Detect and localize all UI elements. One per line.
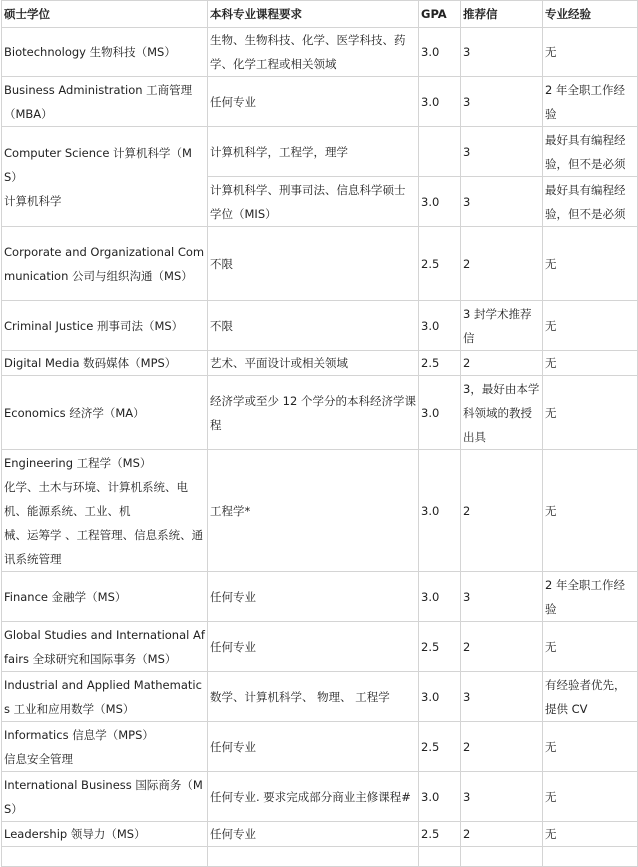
header-gpa: GPA — [419, 1, 461, 28]
cell-degree: Leadership 领导力（MS） — [2, 822, 208, 847]
cell-experience: 无 — [543, 351, 638, 376]
cell-letters: 3 封学术推荐信 — [461, 301, 543, 351]
cell-degree — [2, 847, 208, 867]
table-row — [2, 722, 638, 772]
cell-experience: 最好具有编程经验，但不是必须 — [543, 177, 638, 227]
table-row — [2, 672, 638, 722]
cell-experience — [543, 847, 638, 867]
cell-letters: 3 — [461, 177, 543, 227]
cell-degree: Corporate and Organizational Communication 公司与组织沟通（MS） — [2, 227, 208, 301]
header-undergrad-requirements: 本科专业课程要求 — [208, 1, 419, 28]
table-row — [2, 127, 638, 177]
cell-degree: Finance 金融学（MS） — [2, 572, 208, 622]
cell-experience: 无 — [543, 450, 638, 572]
cell-gpa: 3.0 — [419, 77, 461, 127]
cell-degree: Informatics 信息学（MPS） 信息安全管理 — [2, 722, 208, 772]
cell-experience: 无 — [543, 822, 638, 847]
cell-letters: 2 — [461, 227, 543, 301]
cell-requirements: 任何专业 — [208, 722, 419, 772]
cell-degree: Economics 经济学（MA） — [2, 376, 208, 450]
cell-degree: Digital Media 数码媒体（MPS） — [2, 351, 208, 376]
cell-gpa: 3.0 — [419, 177, 461, 227]
table-row — [2, 28, 638, 77]
header-recommendation-letters: 推荐信 — [461, 1, 543, 28]
table-row — [2, 822, 638, 847]
cell-letters: 3 — [461, 672, 543, 722]
cell-gpa: 2.5 — [419, 622, 461, 672]
cell-degree: Engineering 工程学（MS） 化学、土木与环境、计算机系统、电机、能源系统、工业、机 械、运筹学 、工程管理、信息系统、通讯系统管理 — [2, 450, 208, 572]
cell-requirements: 任何专业 — [208, 822, 419, 847]
cell-letters: 2 — [461, 722, 543, 772]
cell-degree: Criminal Justice 刑事司法（MS） — [2, 301, 208, 351]
cell-experience: 无 — [543, 28, 638, 77]
cell-requirements: 工程学* — [208, 450, 419, 572]
cell-letters — [461, 847, 543, 867]
cell-degree: Global Studies and International Affairs 全球研究和国际事务（MS） — [2, 622, 208, 672]
table-row — [2, 77, 638, 127]
cell-letters: 2 — [461, 351, 543, 376]
cell-requirements: 计算机科学、刑事司法、信息科学硕士学位（MIS） — [208, 177, 419, 227]
header-degree: 硕士学位 — [2, 1, 208, 28]
cell-requirements: 任何专业 — [208, 622, 419, 672]
cell-gpa: 3.0 — [419, 376, 461, 450]
cell-degree: International Business 国际商务（MS） — [2, 772, 208, 822]
cell-degree: Industrial and Applied Mathematics 工业和应用数学（MS） — [2, 672, 208, 722]
cell-experience: 无 — [543, 772, 638, 822]
cell-gpa: 2.5 — [419, 227, 461, 301]
cell-requirements: 数学、计算机科学、 物理、 工程学 — [208, 672, 419, 722]
cell-letters: 2 — [461, 450, 543, 572]
cell-letters: 2 — [461, 822, 543, 847]
table-row — [2, 227, 638, 301]
cell-experience: 有经验者优先，提供 CV — [543, 672, 638, 722]
cell-requirements: 经济学或至少 12 个学分的本科经济学课程 — [208, 376, 419, 450]
cell-experience: 最好具有编程经验，但不是必须 — [543, 127, 638, 177]
table-row — [2, 847, 638, 867]
cell-gpa: 3.0 — [419, 672, 461, 722]
cell-experience: 无 — [543, 227, 638, 301]
table-row — [2, 450, 638, 572]
cell-gpa: 2.5 — [419, 351, 461, 376]
cell-gpa: 3.0 — [419, 572, 461, 622]
table-row — [2, 301, 638, 351]
cell-gpa: 3.0 — [419, 301, 461, 351]
cell-degree: Biotechnology 生物科技（MS） — [2, 28, 208, 77]
cell-experience: 2 年全职工作经验 — [543, 77, 638, 127]
table-row — [2, 772, 638, 822]
cell-letters: 3 — [461, 28, 543, 77]
header-row — [2, 1, 638, 28]
cell-gpa: 2.5 — [419, 822, 461, 847]
table-row — [2, 351, 638, 376]
cell-experience: 无 — [543, 622, 638, 672]
cell-degree: Computer Science 计算机科学（MS） 计算机科学 — [2, 127, 208, 227]
cell-experience: 无 — [543, 722, 638, 772]
cell-experience: 无 — [543, 376, 638, 450]
cell-requirements: 任何专业. 要求完成部分商业主修课程# — [208, 772, 419, 822]
cell-letters: 3 — [461, 77, 543, 127]
table-row — [2, 376, 638, 450]
header-professional-experience: 专业经验 — [543, 1, 638, 28]
cell-gpa: 3.0 — [419, 450, 461, 572]
cell-gpa: 2.5 — [419, 722, 461, 772]
cell-requirements — [208, 847, 419, 867]
cell-letters: 3 — [461, 572, 543, 622]
table-row — [2, 622, 638, 672]
cell-letters: 3 — [461, 772, 543, 822]
cell-requirements: 艺术、平面设计或相关领域 — [208, 351, 419, 376]
cell-letters: 3，最好由本学科领域的教授出具 — [461, 376, 543, 450]
requirements-table — [1, 0, 638, 867]
cell-experience: 2 年全职工作经验 — [543, 572, 638, 622]
cell-requirements: 任何专业 — [208, 77, 419, 127]
cell-degree: Business Administration 工商管理（MBA） — [2, 77, 208, 127]
cell-letters: 3 — [461, 127, 543, 177]
cell-requirements: 不限 — [208, 227, 419, 301]
cell-experience: 无 — [543, 301, 638, 351]
cell-requirements: 任何专业 — [208, 572, 419, 622]
cell-gpa: 3.0 — [419, 772, 461, 822]
cell-requirements: 不限 — [208, 301, 419, 351]
table-row — [2, 572, 638, 622]
cell-gpa — [419, 127, 461, 177]
cell-requirements: 计算机科学，工程学，理学 — [208, 127, 419, 177]
cell-gpa — [419, 847, 461, 867]
cell-gpa: 3.0 — [419, 28, 461, 77]
cell-letters: 2 — [461, 622, 543, 672]
cell-requirements: 生物、生物科技、化学、医学科技、药学、化学工程或相关领域 — [208, 28, 419, 77]
